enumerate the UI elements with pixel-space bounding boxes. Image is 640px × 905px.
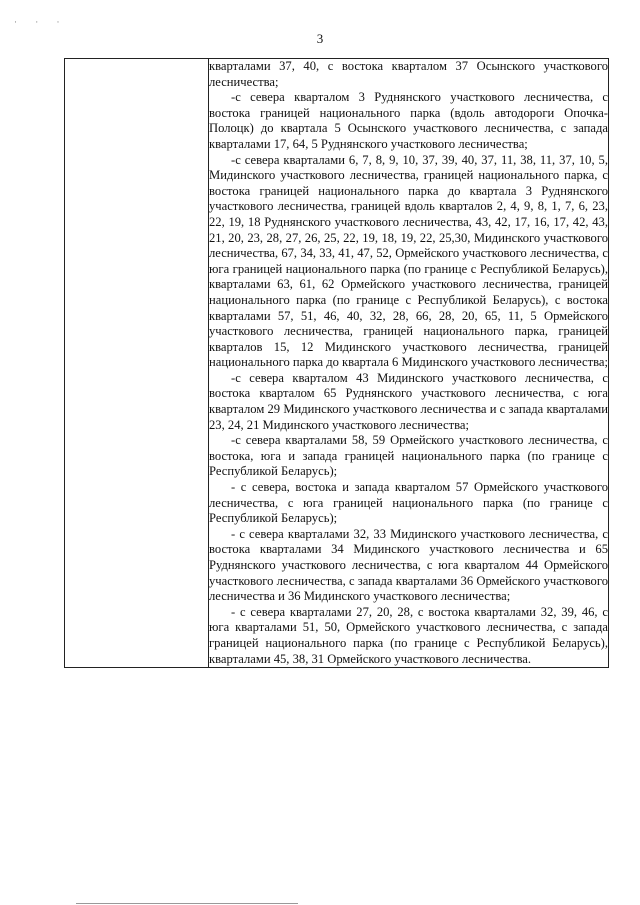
- table-row: [65, 59, 609, 668]
- footer-line: [76, 903, 298, 904]
- page-number: 3: [316, 31, 324, 46]
- boundary-paragraph-1: кварталами 37, 40, с востока кварталом 37 Осынского участкового лесничества;: [209, 59, 608, 89]
- table-right-cell: [209, 59, 609, 668]
- boundary-paragraph-3: -с севера кварталами 6, 7, 8, 9, 10, 37, 39, 40, 37, 11, 38, 11, 37, 10, 5, Мидинского участкового лесничества, границей национального парка, с востока границей национального парка до квартала 3 Руднянского участкового лесничества, границей вдоль кварталов 2, 4, 9, 8, 1, 7, 6, 23, 22, 19, 18 Руднянского участкового лесничества, 43, 42, 17, 16, 17, 42, 43, 21, 20, 23, 28, 27, 26, 25, 22, 19, 18, 19, 22, 25,30, Мидинского участкового лесничества, 67, 34, 33, 41, 47, 52, Ормейского участкового лесничества, с юга границей национального парка (по границе с Республикой Беларусь), кварталами 63, 61, 62 Ормейского участкового лесничества, границей национального парка (по границе с Республикой Беларусь), с востока кварталами 57, 51, 46, 40, 32, 28, 66, 28, 20, 65, 11, 5 Ормейского участкового лесничества, границей национального парка, границей кварталов 15, 12 Мидинского участкового лесничества, границей национального парка до квартала 6 Мидинского участкового лесничества;: [209, 152, 608, 370]
- boundary-paragraph-8: - с севера кварталами 27, 20, 28, с востока кварталами 32, 39, 46, с юга кварталами 51, 50, Ормейского участкового лесничества, с запада границей национального парка (по границе с Республикой Беларусь), кварталами 45, 38, 31 Ормейского участкового лесничества.: [209, 604, 608, 666]
- boundary-paragraph-4: -с севера кварталом 43 Мидинского участкового лесничества, с востока кварталом 65 Руднянского участкового лесничества, с юга кварталом 29 Мидинского участкового лесничества и с запада кварталами 23, 24, 21 Мидинского участкового лесничества;: [209, 370, 608, 432]
- boundary-table: [64, 58, 609, 668]
- boundary-paragraph-5: -с севера кварталами 58, 59 Ормейского участкового лесничества, с востока, юга и запада границей национального парка (по границе с Республикой Беларусь);: [209, 433, 608, 479]
- scan-marks: · · ·: [14, 17, 68, 27]
- boundary-paragraph-6: - с севера, востока и запада кварталом 57 Ормейского участкового лесничества, с юга границей национального парка (по границе с Республикой Беларусь);: [209, 480, 608, 526]
- boundary-paragraph-7: - с севера кварталами 32, 33 Мидинского участкового лесничества, с востока кварталами 34 Мидинского участкового лесничества и 65 Руднянского участкового лесничества, с юга кварталом 44 Ормейского участкового лесничества, с запада кварталами 36 Ормейского участкового лесничества и 36 Мидинского участкового лесничества;: [209, 526, 608, 604]
- table-left-cell: [65, 59, 209, 668]
- boundary-paragraph-2: -с севера кварталом 3 Руднянского участкового лесничества, с востока границей национального парка (вдоль автодороги Опочка-Полоцк) до квартала 5 Осынского участкового лесничества, с запада кварталами 17, 64, 5 Руднянского участкового лесничества;: [209, 90, 608, 151]
